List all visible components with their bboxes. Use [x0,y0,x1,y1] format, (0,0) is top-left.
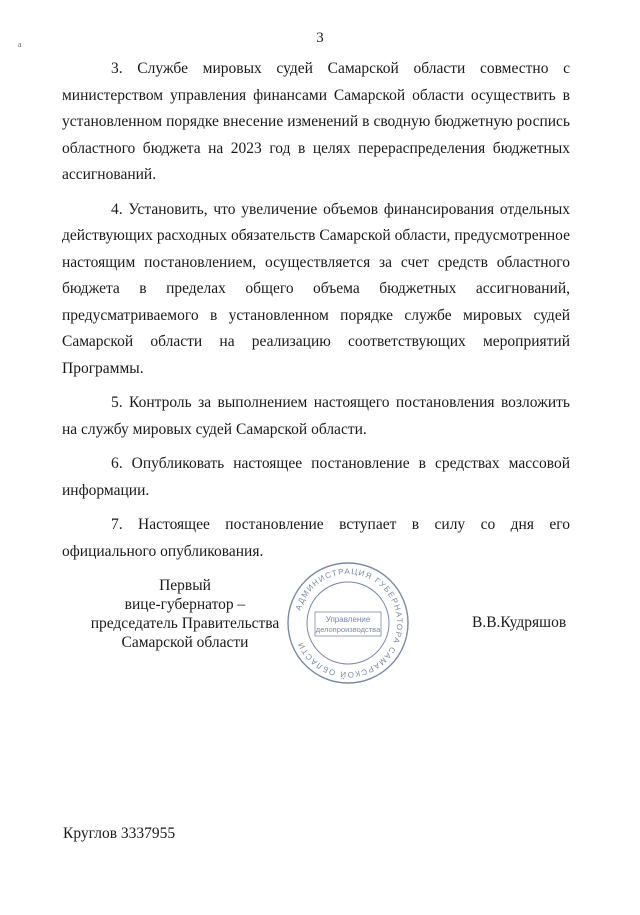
official-seal-stamp [285,560,411,686]
paragraph-3: 3. Службе мировых судей Самарской области совместно с министерством управления финансами Самарской области осуществить в установленном порядке внесение изменений в сводную бюджетную роспись областного бюджета на 2023 год в целях перераспределения бюджетных ассигнований. [62,60,570,183]
signatory-name: В.В.Кудряшов [472,614,567,631]
edge-mark: a [18,40,22,49]
paragraph-7: 7. Настоящее постановление вступает в силу со дня его официального опубликования. [62,516,570,560]
document-body [62,56,570,573]
signatory-title-line: Самарской области [121,634,249,651]
signatory-title [70,576,300,652]
document-author: Круглов 3337955 [63,825,176,842]
seal-center-line1: Управление [325,615,371,624]
signatory-title-line: Первый [159,577,211,594]
paragraph-4: 4. Установить, что увеличение объемов финансирования отдельных действующих расходных обязательств Самарской области, предусмотренное настоящим постановлением, осуществляется за счет средств областного бюджета в пределах общего объема бюджетных ассигнований, предусматриваемого в установленном порядке службе мировых судей Самарской области на реализацию соответствующих мероприятий Программы. [62,200,570,377]
seal-center-line2: делопроизводства [315,625,381,634]
paragraph-5: 5. Контроль за выполнением настоящего постановления возложить на службу мировых судей Самарской области. [62,394,570,438]
page-number: 3 [316,30,324,46]
signatory-title-line: председатель Правительства [90,615,280,632]
seal-outer-text: АДМИНИСТРАЦИЯ ГУБЕРНАТОРА САМАРСКОЙ ОБЛАСТИ [293,566,405,680]
signatory-title-line: вице-губернатор – [124,596,246,613]
paragraph-6: 6. Опубликовать настоящее постановление в средствах массовой информации. [62,455,570,499]
